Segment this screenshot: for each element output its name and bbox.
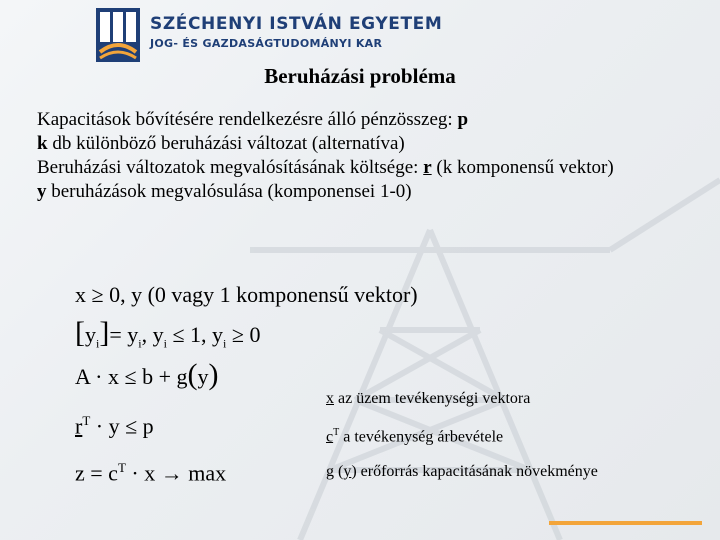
legend-g-var: g bbox=[326, 463, 334, 480]
cost-var: r bbox=[423, 157, 432, 178]
realization-var: y bbox=[37, 181, 47, 202]
cost-text: Beruházási változatok megvalósításának költsége: bbox=[37, 157, 424, 178]
bound-sub-4: i bbox=[223, 336, 227, 351]
bound-sub: i bbox=[96, 336, 100, 351]
budget-r: r bbox=[75, 413, 83, 439]
bound-var: y bbox=[85, 322, 96, 347]
legend-c-var: c bbox=[326, 428, 334, 446]
capacity-var: y bbox=[197, 364, 209, 389]
bound-eq-4: ≥ 0 bbox=[226, 322, 261, 347]
budget-text: Kapacitások bővítésére rendelkezésre álló pénzösszeg: bbox=[37, 109, 458, 130]
alternatives-text: db különböző beruházási változat (alternatíva) bbox=[47, 133, 405, 154]
bound-eq: = y bbox=[109, 322, 139, 347]
legend-c-text: a tevékenység árbevétele bbox=[339, 428, 504, 446]
alternatives-var: k bbox=[37, 133, 48, 154]
university-name: SZÉCHENYI ISTVÁN EGYETEM bbox=[150, 14, 443, 34]
faculty-name: JOG- ÉS GAZDASÁGTUDOMÁNYI KAR bbox=[150, 37, 383, 50]
paragraph-cost bbox=[37, 156, 677, 180]
legend-c bbox=[326, 427, 503, 446]
legend-g-text: ) erőforrás kapacitásának növekménye bbox=[351, 463, 598, 480]
paren-open: ( bbox=[187, 358, 198, 391]
formula-capacity bbox=[75, 358, 218, 392]
legend-c-sup: T bbox=[333, 427, 340, 438]
paren-close: ) bbox=[208, 358, 219, 391]
legend-g-var2: y bbox=[343, 463, 352, 480]
bound-eq-2: , y bbox=[141, 322, 164, 347]
capacity-lhs: A · x ≤ b + g bbox=[75, 364, 188, 389]
bound-eq-3: ≤ 1, y bbox=[166, 322, 224, 347]
realization-text: beruházások megvalósulása (komponensei 1-0) bbox=[46, 181, 412, 202]
budget-sup: T bbox=[82, 413, 91, 428]
bound-sub-3: i bbox=[163, 336, 167, 351]
objective-rest: · x → max bbox=[125, 460, 227, 486]
objective-lhs: z = c bbox=[75, 460, 118, 486]
legend-x-text: az üzem tevékenységi vektora bbox=[334, 390, 531, 407]
legend-x-var: x bbox=[326, 390, 334, 407]
paragraph-realization bbox=[37, 180, 677, 204]
university-logo bbox=[96, 8, 140, 62]
legend-g bbox=[326, 463, 598, 481]
slide-title: Beruházási probléma bbox=[264, 64, 456, 88]
problem-description bbox=[37, 108, 677, 204]
formula-nonnegativity: x ≥ 0, y (0 vagy 1 komponensű vektor) bbox=[75, 282, 418, 307]
paragraph-alternatives bbox=[37, 132, 677, 156]
bracket-open: [ bbox=[75, 316, 85, 349]
bracket-close: ] bbox=[99, 316, 110, 349]
objective-sup: T bbox=[117, 460, 126, 475]
formula-objective bbox=[75, 460, 226, 486]
budget-var: p bbox=[457, 109, 469, 130]
formula-budget bbox=[75, 413, 154, 439]
budget-rest: · y ≤ p bbox=[90, 413, 154, 439]
cost-tail: (k komponensű vektor) bbox=[431, 157, 614, 178]
formula-bounds bbox=[75, 316, 260, 351]
bound-sub-2: i bbox=[138, 336, 142, 351]
legend-x bbox=[326, 390, 530, 408]
legend-g-mid: ( bbox=[334, 463, 344, 480]
paragraph-budget bbox=[37, 108, 677, 132]
accent-divider bbox=[549, 521, 702, 525]
